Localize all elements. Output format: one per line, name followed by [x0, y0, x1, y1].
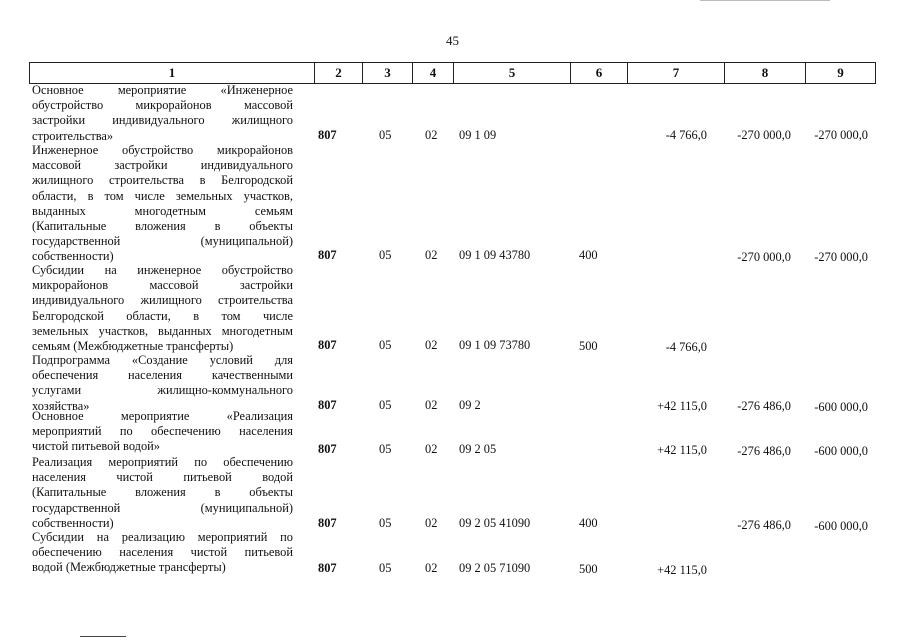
cell-subsection: 02	[425, 128, 438, 142]
cell-section: 05	[379, 338, 392, 352]
header-col-2: 2	[315, 63, 363, 84]
page-number: 45	[446, 33, 459, 48]
cell-expense-type: 400	[579, 516, 598, 530]
cell-subsection: 02	[425, 516, 438, 530]
header-col-5: 5	[454, 63, 571, 84]
scan-edge-mark	[700, 0, 830, 1]
cell-expense-type: 500	[579, 562, 598, 576]
cell-target-article: 09 2 05	[459, 442, 497, 456]
cell-section: 05	[379, 442, 392, 456]
cell-amount-1: +42 115,0	[657, 443, 707, 457]
cell-ministry: 807	[318, 338, 337, 352]
cell-amount-1: +42 115,0	[657, 563, 707, 577]
cell-ministry: 807	[318, 248, 337, 262]
cell-ministry: 807	[318, 128, 337, 142]
header-col-3: 3	[363, 63, 413, 84]
cell-amount-3: -600 000,0	[814, 444, 868, 458]
header-col-7: 7	[628, 63, 725, 84]
row-description: Основное мероприятие «Реализация мероприятий по обеспечению населения чистой питьевой водой»	[32, 409, 293, 454]
row-description: Инженерное обустройство микрорайонов массовой застройки индивидуального жилищного строительства в Белгородской области, в том числе земельных участков, выданных многодетным семьям (Капитальные вложения в объекты государственной (муниципальной) собственности)	[32, 143, 293, 264]
cell-section: 05	[379, 398, 392, 412]
row-description: Подпрограмма «Создание условий для обеспечения населения качественными услугами жилищно-коммунального хозяйства»	[32, 353, 293, 413]
header-col-4: 4	[413, 63, 454, 84]
cell-ministry: 807	[318, 516, 337, 530]
cell-amount-1: -4 766,0	[665, 340, 707, 354]
cell-amount-2: -276 486,0	[737, 399, 791, 413]
cell-subsection: 02	[425, 338, 438, 352]
cell-amount-2: -276 486,0	[737, 518, 791, 532]
cell-subsection: 02	[425, 398, 438, 412]
row-description: Субсидии на инженерное обустройство микрорайонов массовой застройки индивидуального жилищного строительства Белгородской области, в том числе земельных участков, выданных многодетным семьям (Межбюджетные трансферты)	[32, 263, 293, 354]
cell-section: 05	[379, 248, 392, 262]
cell-target-article: 09 1 09 73780	[459, 338, 531, 352]
row-description: Реализация мероприятий по обеспечению населения чистой питьевой водой (Капитальные вложения в объекты государственной (муниципальной) собственности)	[32, 455, 293, 530]
cell-amount-2: -270 000,0	[737, 128, 791, 142]
cell-expense-type: 400	[579, 248, 598, 262]
cell-subsection: 02	[425, 248, 438, 262]
cell-amount-3: -600 000,0	[814, 400, 868, 414]
cell-target-article: 09 1 09 43780	[459, 248, 531, 262]
row-description: Субсидии на реализацию мероприятий по обеспечению населения чистой питьевой водой (Межбюджетные трансферты)	[32, 530, 293, 575]
cell-expense-type: 500	[579, 339, 598, 353]
header-col-1: 1	[30, 63, 315, 84]
cell-section: 05	[379, 128, 392, 142]
cell-ministry: 807	[318, 398, 337, 412]
cell-target-article: 09 2 05 71090	[459, 561, 531, 575]
cell-subsection: 02	[425, 442, 438, 456]
cell-section: 05	[379, 561, 392, 575]
footnote-rule	[80, 636, 126, 637]
cell-amount-2: -276 486,0	[737, 444, 791, 458]
header-col-8: 8	[725, 63, 806, 84]
cell-section: 05	[379, 516, 392, 530]
cell-ministry: 807	[318, 561, 337, 575]
cell-target-article: 09 2 05 41090	[459, 516, 531, 530]
header-col-9: 9	[806, 63, 876, 84]
cell-amount-3: -600 000,0	[814, 519, 868, 533]
cell-ministry: 807	[318, 442, 337, 456]
row-description: Основное мероприятие «Инженерное обустройство микрорайонов массовой застройки индивидуального жилищного строительства»	[32, 83, 293, 143]
cell-amount-2: -270 000,0	[737, 250, 791, 264]
cell-subsection: 02	[425, 561, 438, 575]
cell-amount-3: -270 000,0	[814, 128, 868, 142]
cell-amount-1: +42 115,0	[657, 399, 707, 413]
header-col-6: 6	[571, 63, 628, 84]
cell-amount-3: -270 000,0	[814, 250, 868, 264]
table-header	[29, 62, 876, 84]
cell-amount-1: -4 766,0	[665, 128, 707, 142]
cell-target-article: 09 2	[459, 398, 481, 412]
cell-target-article: 09 1 09	[459, 128, 497, 142]
